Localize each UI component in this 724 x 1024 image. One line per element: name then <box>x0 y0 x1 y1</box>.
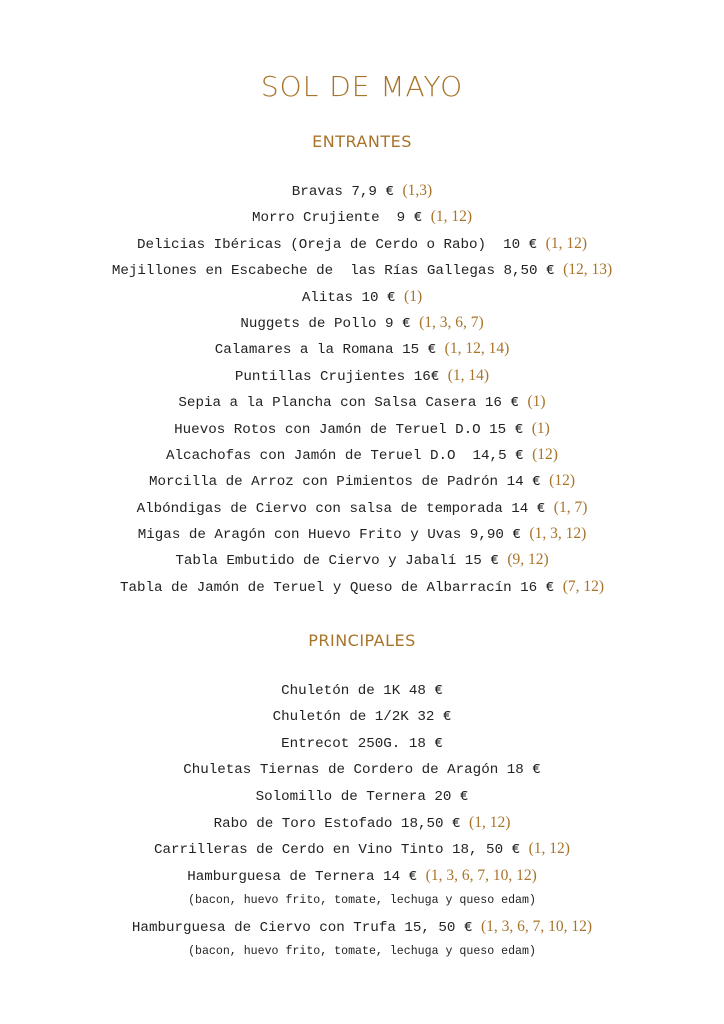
menu-item-text: Morro Crujiente 9 € <box>251 210 423 227</box>
menu-item <box>0 178 724 204</box>
menu-item-note: (bacon, huevo frito, tomate, lechuga y queso edam) <box>188 945 536 959</box>
section-heading-principales: PRINCIPALES <box>308 631 416 650</box>
menu-item-text: Tabla de Jamón de Teruel y Queso de Albarracín 16 € <box>119 579 555 596</box>
menu-item-allergens: (1, 12) <box>469 813 511 831</box>
menu-item <box>0 521 724 547</box>
menu-item-allergens: (1, 7) <box>553 498 588 516</box>
menu-item-allergens: (1) <box>527 393 546 411</box>
menu-item <box>0 389 724 415</box>
menu-item-text: Mejillones en Escabeche de las Rías Gallegas 8,50 € <box>111 263 555 280</box>
menu-item-allergens: (1, 3, 12) <box>529 525 587 543</box>
menu-item-allergens: (1, 12) <box>545 234 587 252</box>
menu-item-text: Tabla Embutido de Ciervo y Jabalí 15 € <box>175 553 499 570</box>
menu-item <box>0 257 724 283</box>
menu-item-allergens: (1,3) <box>402 182 433 199</box>
menu-item-text: Huevos Rotos con Jamón de Teruel D.O 15 € <box>174 421 524 438</box>
menu-item <box>0 284 724 310</box>
menu-item-text: Puntillas Crujientes 16€ <box>234 368 440 385</box>
entrantes-list <box>0 178 724 600</box>
menu-item <box>0 810 724 836</box>
menu-item <box>0 784 724 810</box>
menu-item <box>0 731 724 757</box>
menu-item-text: Morcilla de Arroz con Pimientos de Padrón 14 € <box>149 474 541 491</box>
menu-item-text: Alitas 10 € <box>301 289 396 306</box>
menu-item <box>0 914 724 940</box>
menu-item-text: Chuletas Tiernas de Cordero de Aragón 18 € <box>183 762 541 779</box>
menu-item-text: Bravas 7,9 € <box>291 184 394 200</box>
menu-item-allergens: (1, 12) <box>430 208 473 226</box>
menu-item-allergens: (1) <box>404 287 423 305</box>
menu-item <box>0 495 724 521</box>
menu-item-text: Chuletón de 1/2K 32 € <box>272 709 452 726</box>
menu-item-text: Chuletón de 1K 48 € <box>281 683 443 699</box>
menu-item <box>0 678 724 704</box>
menu-item <box>0 574 724 600</box>
menu-item <box>0 704 724 730</box>
menu-item-allergens: (1, 14) <box>447 366 490 384</box>
menu-item <box>0 204 724 230</box>
menu-item-text: Rabo de Toro Estofado 18,50 € <box>213 815 461 832</box>
menu-item-allergens: (7, 12) <box>562 577 605 595</box>
menu-item <box>0 468 724 494</box>
menu-item <box>0 836 724 862</box>
principales-list <box>0 678 724 965</box>
menu-item-text: Entrecot 250G. 18 € <box>281 735 443 752</box>
menu-item-text: Carrilleras de Cerdo en Vino Tinto 18, 50 € <box>154 842 521 859</box>
menu-item-text: Hamburguesa de Ternera 14 € <box>187 868 418 885</box>
menu-item-allergens: (1, 12, 14) <box>444 340 510 358</box>
menu-item-allergens: (12) <box>549 472 575 490</box>
menu-item <box>0 336 724 362</box>
menu-item <box>0 231 724 257</box>
menu-item-allergens: (1, 12) <box>528 840 570 858</box>
menu-item-allergens: (9, 12) <box>507 551 549 569</box>
menu-item <box>0 757 724 783</box>
menu-item <box>0 310 724 336</box>
menu-item-text: Hamburguesa de Ciervo con Trufa 15, 50 € <box>131 919 473 936</box>
menu-item <box>0 442 724 468</box>
menu-item <box>0 863 724 889</box>
menu-item <box>0 547 724 573</box>
menu-item-allergens: (1, 3, 6, 7) <box>419 313 484 331</box>
menu-item-text: Migas de Aragón con Huevo Frito y Uvas 9,90 € <box>137 527 521 544</box>
menu-item-text: Calamares a la Romana 15 € <box>214 342 437 359</box>
section-heading-entrantes: ENTRANTES <box>312 132 412 151</box>
menu-item-text: Nuggets de Pollo 9 € <box>240 315 411 332</box>
menu-item-allergens: (12) <box>532 445 558 463</box>
menu-item-text: Sepia a la Plancha con Salsa Casera 16 € <box>178 395 519 412</box>
menu-item-text: Delicias Ibéricas (Oreja de Cerdo o Rabo) 10 € <box>137 236 538 253</box>
menu-item-note: (bacon, huevo frito, tomate, lechuga y queso edam) <box>188 894 536 908</box>
menu-item <box>0 416 724 442</box>
menu-item-text: Solomillo de Ternera 20 € <box>255 788 469 805</box>
menu-item-allergens: (1) <box>531 419 550 437</box>
menu-item-text: Alcachofas con Jamón de Teruel D.O 14,5 € <box>166 447 524 464</box>
menu-item-allergens: (1, 3, 6, 7, 10, 12) <box>425 866 537 884</box>
menu-item-allergens: (12, 13) <box>563 261 613 279</box>
menu-item-text: Albóndigas de Ciervo con salsa de temporada 14 € <box>136 500 546 517</box>
menu-item <box>0 363 724 389</box>
menu-item-allergens: (1, 3, 6, 7, 10, 12) <box>481 917 593 935</box>
restaurant-title: SOL DE MAYO <box>260 70 464 103</box>
